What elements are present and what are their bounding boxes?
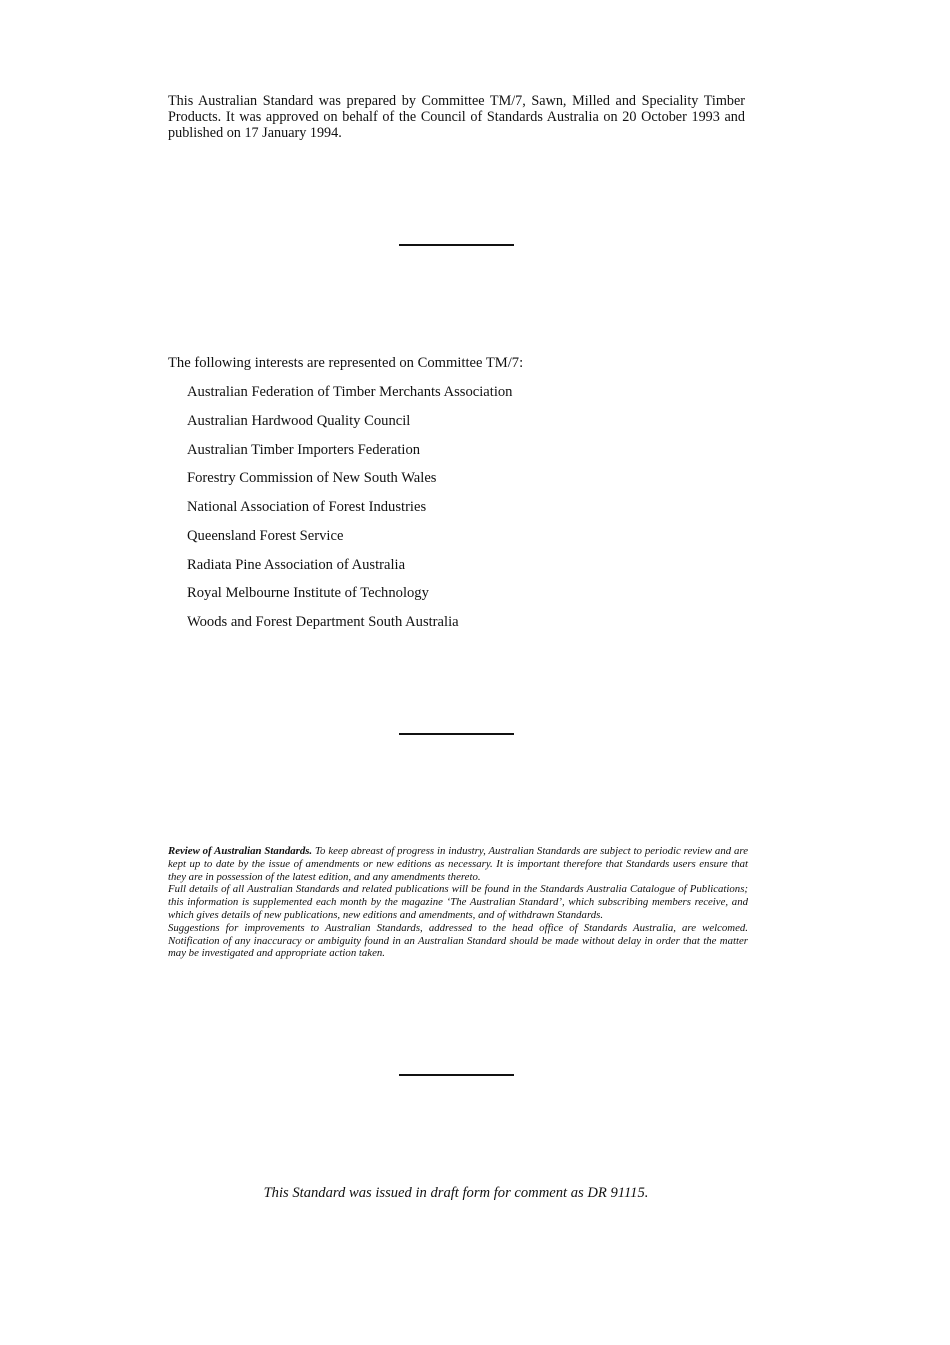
committee-member: Queensland Forest Service [187,527,344,544]
preparation-statement: This Australian Standard was prepared by Committee TM/7, Sawn, Milled and Speciality Timber Products. It was approved on behalf of the Council of Standards Australia on 20 October 1993 and published on 17 January 1994. [168,93,745,142]
committee-member: Australian Timber Importers Federation [187,441,421,458]
review-text-1: To keep abreast of progress in industry, Australian Standards are subject to periodic review and are kept up to date by the issue of amendments or new editions as necessary. It is important therefore that Standards users ensure that they are in possession of the latest edition, and any amendments thereto. [168,845,749,883]
section-divider-middle [399,733,514,735]
review-notice [168,845,748,960]
committee-member: Australian Hardwood Quality Council [187,412,411,429]
committee-member: Woods and Forest Department South Australia [187,614,459,630]
section-divider-bottom [399,1074,514,1076]
committee-member-list [187,383,512,642]
committee-member: Australian Federation of Timber Merchants Association [187,384,513,400]
committee-member: National Association of Forest Industries [187,499,427,515]
committee-heading: The following interests are represented on Committee TM/7: [168,355,524,371]
review-heading: Review of Australian Standards. [168,845,313,857]
section-divider-top [399,244,514,246]
draft-note: This Standard was issued in draft form for comment as DR 91115. [263,1185,649,1201]
committee-member: Forestry Commission of New South Wales [187,470,437,487]
committee-member: Royal Melbourne Institute of Technology [187,585,429,602]
review-paragraph-1 [168,845,748,883]
review-paragraph-2: Full details of all Australian Standards and related publications will be found in the Standards Australia Catalogue of Publications; this information is supplemented each month by the magazine ‘The Australian Standard’, which subscribing members receive, and which gives details of new publications, new editions and amendments, and of withdrawn Standards. [168,883,748,921]
committee-member: Radiata Pine Association of Australia [187,556,406,573]
review-paragraph-3: Suggestions for improvements to Australian Standards, addressed to the head office of Standards Australia, are welcomed. Notification of any inaccuracy or ambiguity found in an Australian Standard should be made without delay in order that the matter may be investigated and appropriate action taken. [168,921,748,960]
